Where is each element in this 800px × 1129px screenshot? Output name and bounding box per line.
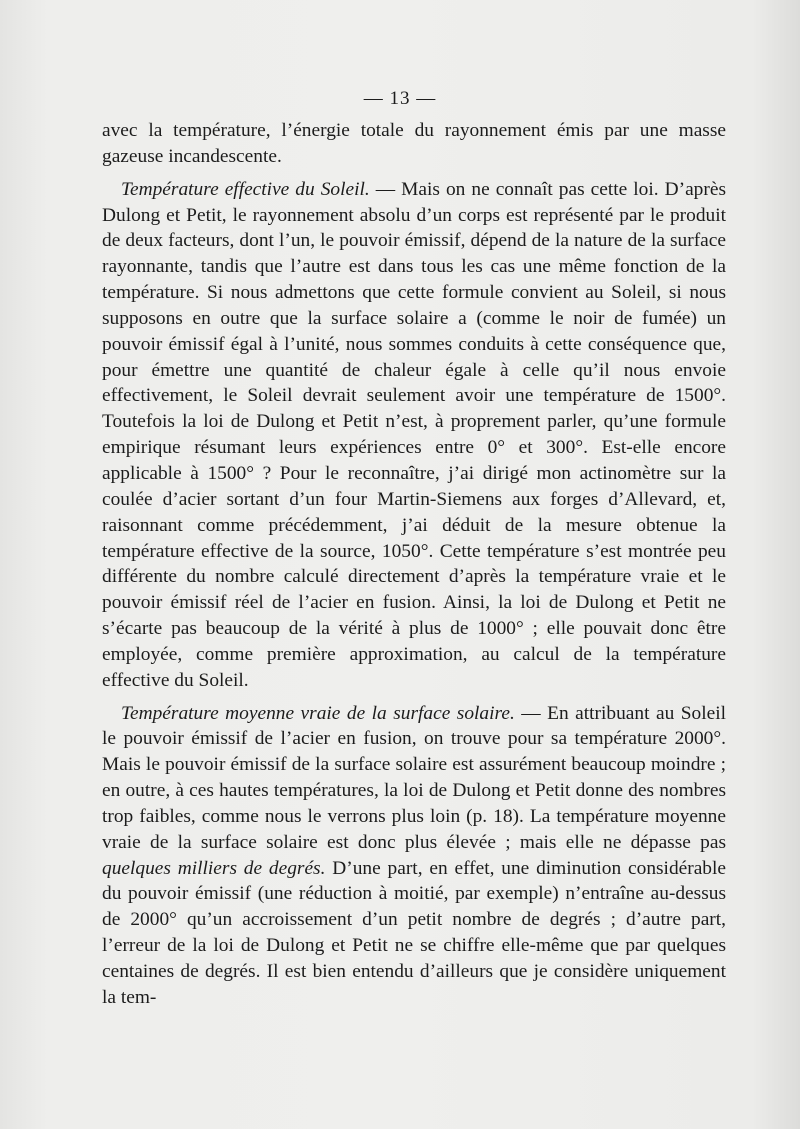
paragraph-gap	[102, 170, 726, 177]
paragraph-text: — En attribuant au Soleil le pouvoir émissif de l’acier en fusion, on trouve pour sa température 2000°. Mais le pouvoir émissif de la surface solaire est assurément beaucoup moindre ; en outre, à ces hautes températures, la loi de Dulong et Petit donne des nombres trop faibles, comme nous le verrons plus loin (p. 18). La température moyenne vraie de la surface solaire est donc plus élevée ; mais elle ne dépasse pas	[102, 702, 727, 853]
paragraph-continuation	[102, 118, 726, 170]
section-title: Température effective du Soleil.	[121, 178, 370, 200]
paragraph-mean-temperature	[102, 701, 726, 1011]
body-text	[102, 118, 726, 1011]
section-title: Température moyenne vraie de la surface solaire.	[121, 702, 515, 724]
emphasis-text: quelques milliers de degrés.	[102, 857, 326, 879]
paragraph-effective-temperature	[102, 177, 726, 694]
paragraph-gap	[102, 694, 726, 701]
page-number: — 13 —	[363, 88, 437, 109]
paragraph-text: avec la température, l’énergie totale du rayonnement émis par une masse gazeuse incandescente.	[102, 120, 726, 167]
paragraph-text: D’une part, en effet, une diminution considérable du pouvoir émissif (une réduction à moitié, par exemple) n’entraîne au-dessus de 2000° qu’un accroissement d’un petit nombre de degrés ; d’autre part, l’erreur de la loi de Dulong et Petit ne se chiffre elle-même que par quelques centaines de degrés. Il est bien entendu d’ailleurs que je considère uniquement la tem-	[102, 857, 726, 1008]
paragraph-text: — Mais on ne connaît pas cette loi. D’après Dulong et Petit, le rayonnement absolu d’un corps est représenté par le produit de deux facteurs, dont l’un, le pouvoir émissif, dépend de la nature de la surface rayonnante, tandis que l’autre est dans tous les cas une même fonction de la température. Si nous admettons que cette formule convient au Soleil, si nous supposons en outre que la surface solaire a (comme le noir de fumée) un pouvoir émissif égal à l’unité, nous sommes conduits à cette conséquence que, pour émettre une quantité de chaleur égale à celle qu’il nous envoie effectivement, le Soleil devrait seulement avoir une température de 1500°. Toutefois la loi de Dulong et Petit n’est, à proprement parler, qu’une formule empirique résumant leurs expériences entre 0° et 300°. Est-elle encore applicable à 1500° ? Pour le reconnaître, j’ai dirigé mon actinomètre sur la coulée d’acier sortant d’un four Martin-Siemens aux forges d’Allevard, et, raisonnant comme précédemment, j’ai déduit de la mesure obtenue la température effective de la source, 1050°. Cette température s’est montrée peu différente du nombre calculé directement d’après la température vraie et le pouvoir émissif réel de l’acier en fusion. Ainsi, la loi de Dulong et Petit ne s’écarte pas beaucoup de la vérité à plus de 1000° ; elle pouvait donc être employée, comme première approximation, au calcul de la température effective du Soleil.	[102, 178, 726, 691]
